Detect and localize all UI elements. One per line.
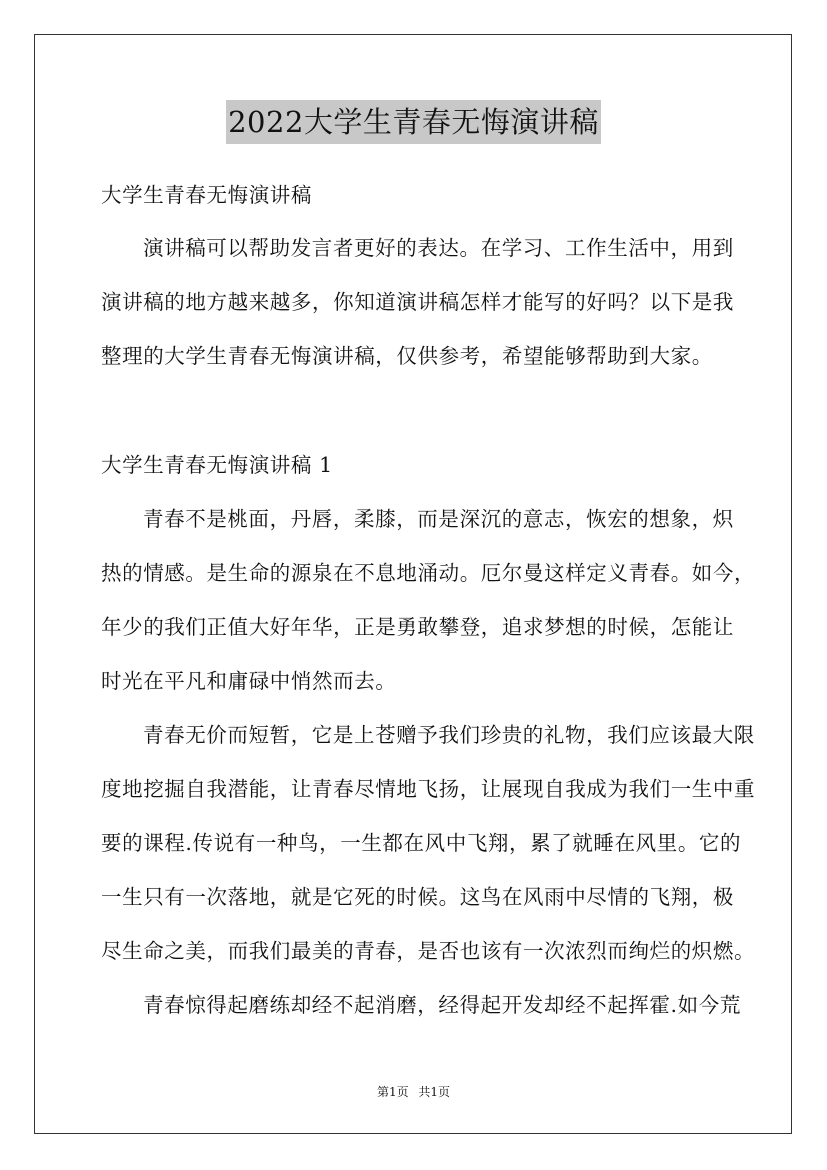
paragraph-line: 热的情感。是生命的源泉在不息地涌动。厄尔曼这样定义青春。如今，	[101, 561, 756, 585]
page-footer	[0, 1083, 827, 1101]
paragraph-line: 时光在平凡和庸碌中悄然而去。	[101, 669, 397, 693]
section-heading: 大学生青春无悔演讲稿	[101, 183, 312, 207]
page-number: 第1页	[376, 1085, 409, 1099]
document-title: 2022大学生青春无悔演讲稿	[226, 100, 601, 144]
paragraph-line: 整理的大学生青春无悔演讲稿，仅供参考，希望能够帮助到大家。	[101, 344, 713, 368]
total-pages: 共1页	[418, 1085, 451, 1099]
paragraph-line: 青春惊得起磨练却经不起消磨，经得起开发却经不起挥霍.如今荒	[143, 993, 741, 1017]
paragraph-line: 年少的我们正值大好年华，正是勇敢攀登，追求梦想的时候，怎能让	[101, 615, 734, 639]
paragraph-line: 演讲稿可以帮助发言者更好的表达。在学习、工作生活中，用到	[143, 236, 734, 260]
paragraph-line: 一生只有一次落地，就是它死的时候。这鸟在风雨中尽情的飞翔，极	[101, 885, 734, 909]
paragraph-line: 度地挖掘自我潜能，让青春尽情地飞扬，让展现自我成为我们一生中重	[101, 777, 756, 801]
paragraph-line: 尽生命之美，而我们最美的青春，是否也该有一次浓烈而绚烂的炽燃。	[101, 939, 756, 963]
paragraph-line: 要的课程.传说有一种鸟，一生都在风中飞翔，累了就睡在风里。它的	[101, 831, 742, 855]
title-container	[0, 100, 827, 144]
paragraph-line: 演讲稿的地方越来越多，你知道演讲稿怎样才能写的好吗？以下是我	[101, 290, 734, 314]
paragraph-line: 青春不是桃面，丹唇，柔膝，而是深沉的意志，恢宏的想象，炽	[143, 507, 734, 531]
section-heading: 大学生青春无悔演讲稿 1	[101, 453, 333, 477]
paragraph-line: 青春无价而短暂，它是上苍赠予我们珍贵的礼物，我们应该最大限	[143, 723, 755, 747]
